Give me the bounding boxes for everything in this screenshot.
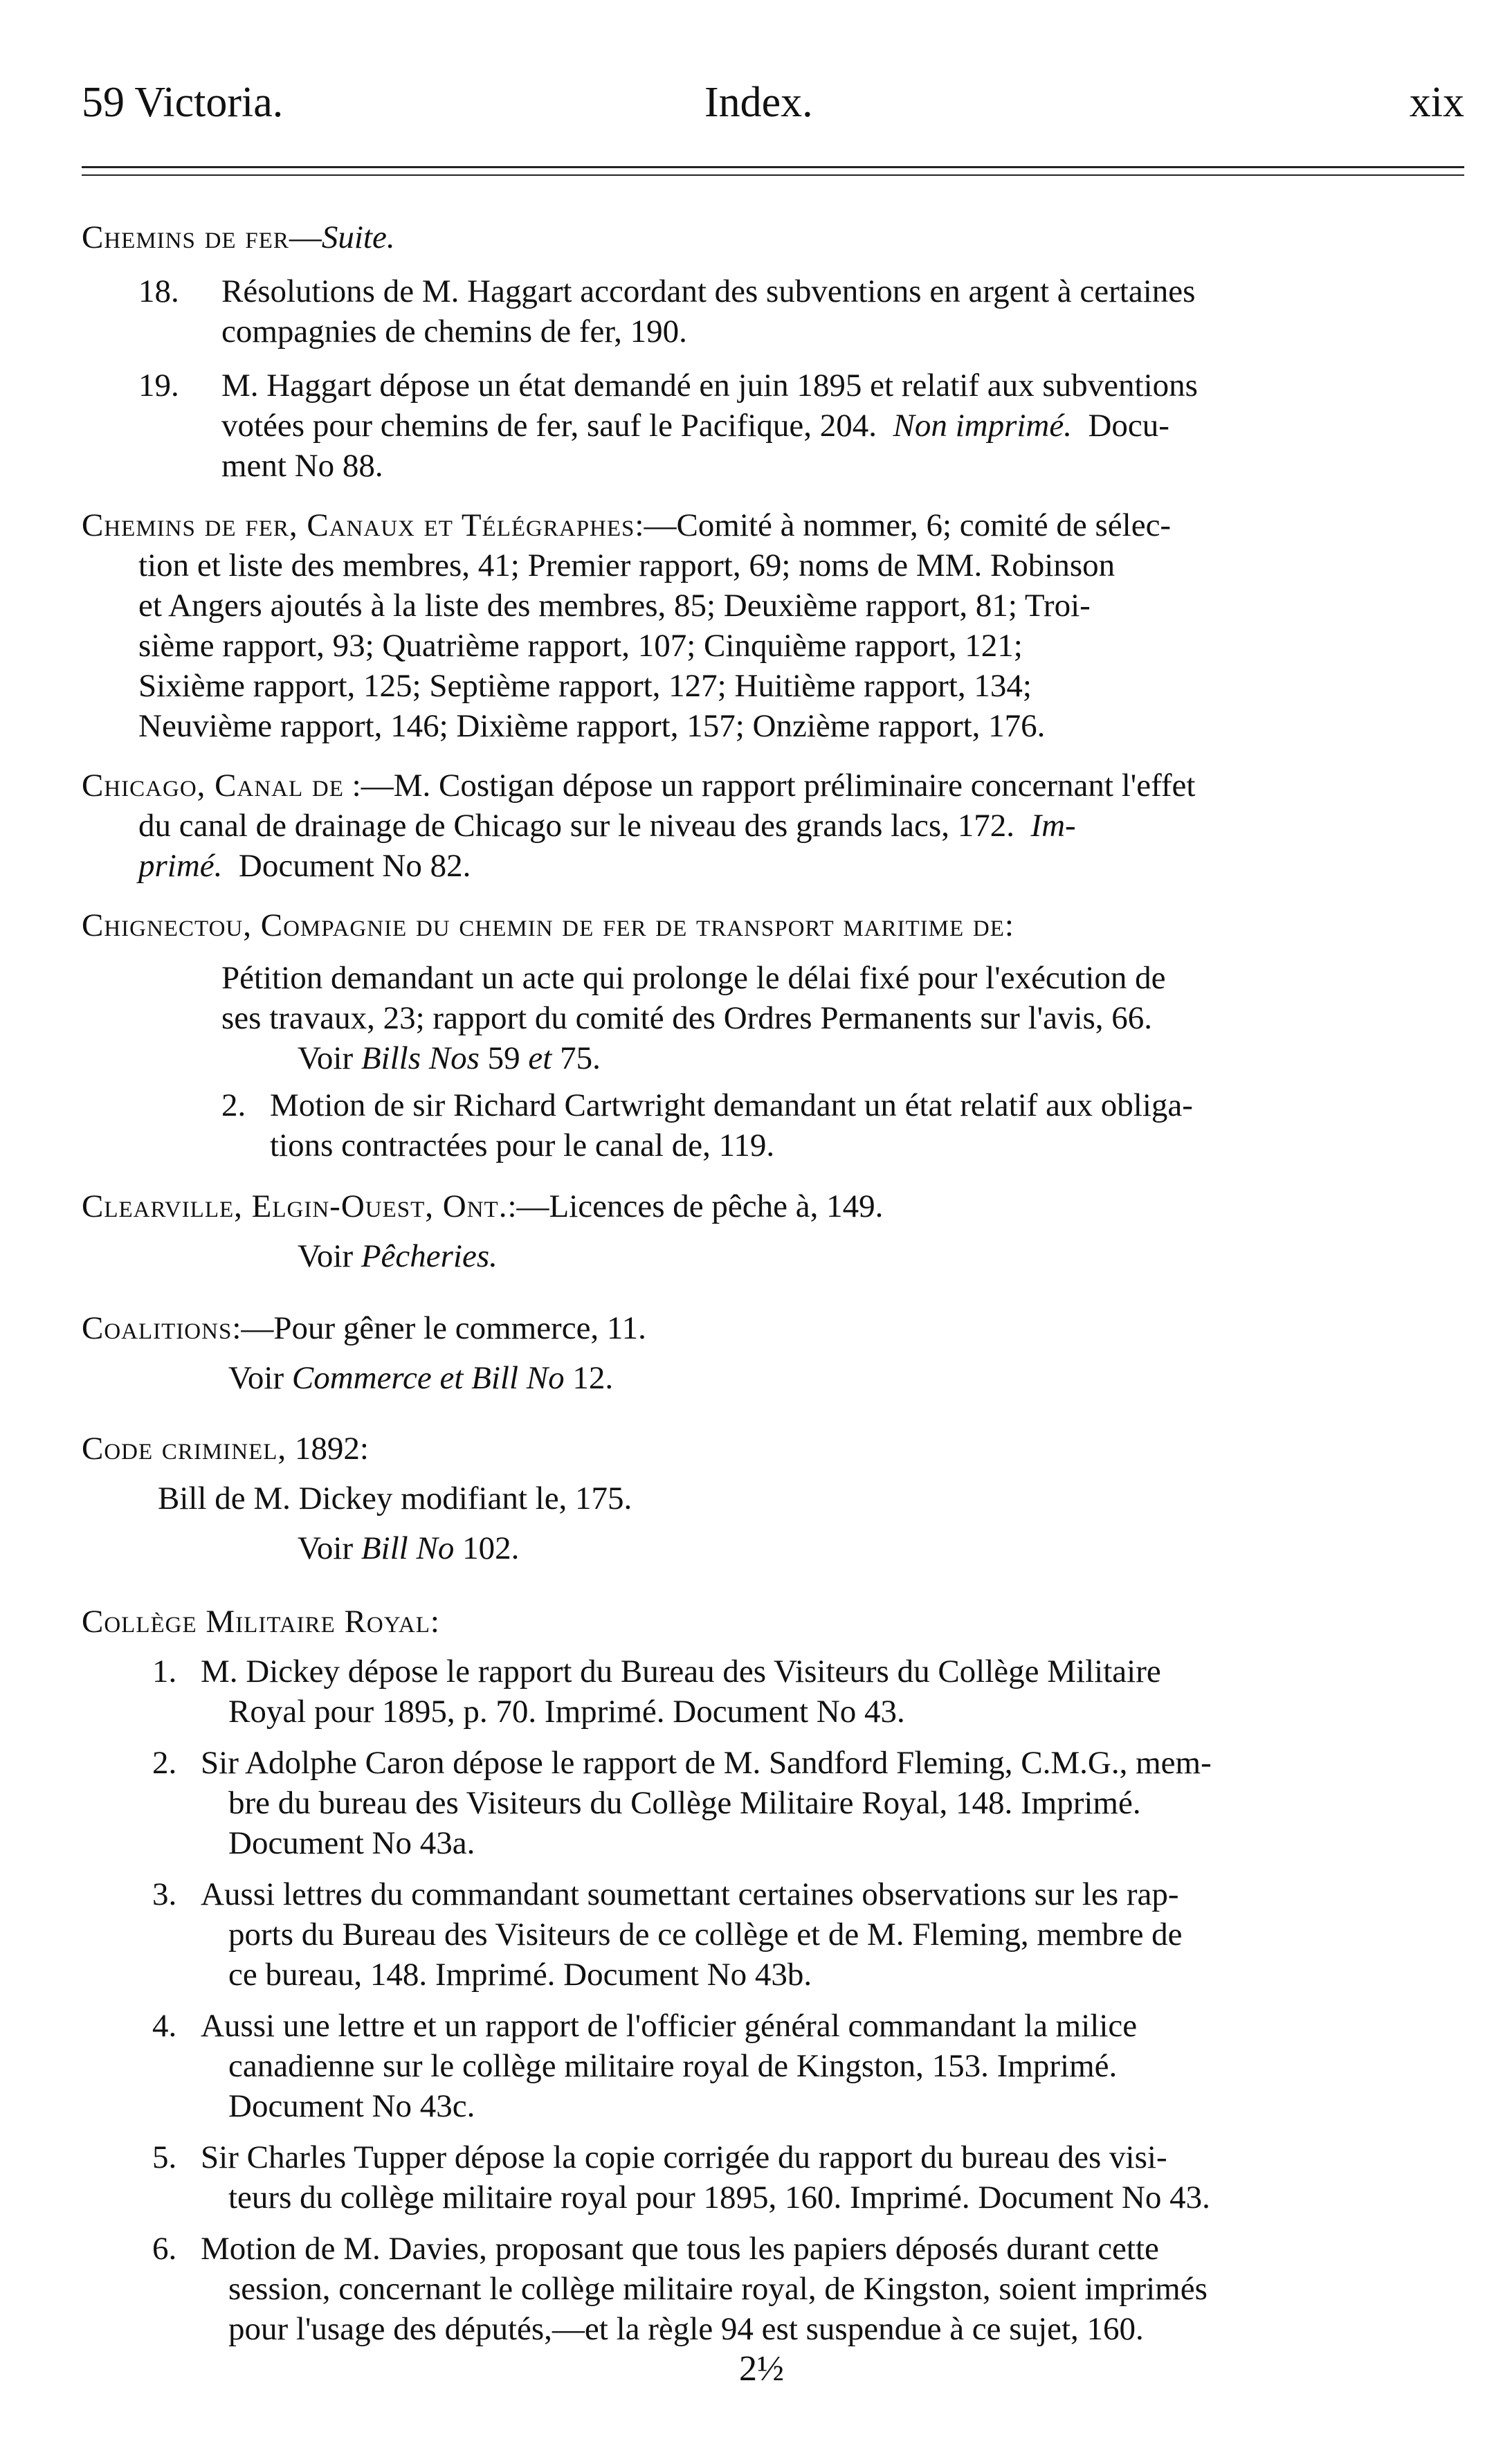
header-rule-bottom xyxy=(82,174,1464,176)
section-heading-chignectou: Chignectou, Compagnie du chemin de fer de transport maritime de: xyxy=(82,907,1014,943)
item-18-line-2: compagnies de chemins de fer, 190. xyxy=(221,314,687,350)
chemins-canaux-line-2: tion et liste des membres, 41; Premier rapport, 69; noms de MM. Robinson xyxy=(138,547,1115,583)
college-item-4-line-2: canadienne sur le collège militaire royal de Kingston, 153. Imprimé. xyxy=(228,2048,1118,2084)
signature-mark: 2½ xyxy=(739,2349,784,2389)
chemins-canaux-line-6: Neuvième rapport, 146; Dixième rapport, 157; Onzième rapport, 176. xyxy=(138,708,1046,744)
college-item-number: 1. xyxy=(152,1654,177,1689)
college-item-2-line-1: Sir Adolphe Caron dépose le rapport de M. Sandford Fleming, C.M.G., mem- xyxy=(201,1745,1212,1781)
header-rule-top xyxy=(82,166,1464,168)
code-line-1: Bill de M. Dickey modifiant le, 175. xyxy=(158,1480,632,1516)
college-item-6-line-1: Motion de M. Davies, proposant que tous les papiers déposés durant cette xyxy=(201,2231,1159,2267)
college-item-number: 6. xyxy=(152,2231,177,2267)
section-heading-chemins-suite: Chemins de fer—Suite. xyxy=(82,219,395,255)
college-item-number: 4. xyxy=(152,2008,177,2044)
header-page-number: xix xyxy=(1409,79,1464,126)
college-item-2-line-2: bre du bureau des Visiteurs du Collège Militaire Royal, 148. Imprimé. xyxy=(228,1785,1141,1821)
college-item-6-line-3: pour l'usage des députés,—et la règle 94 est suspendue à ce sujet, 160. xyxy=(228,2311,1144,2347)
college-item-3-line-1: Aussi lettres du commandant soumettant certaines observations sur les rap- xyxy=(201,1876,1179,1912)
college-item-4-line-3: Document No 43c. xyxy=(228,2088,475,2124)
code-voir: Voir Bill No 102. xyxy=(298,1530,520,1566)
college-item-3-line-2: ports du Bureau des Visiteurs de ce collège et de M. Fleming, membre de xyxy=(228,1917,1183,1953)
running-header xyxy=(82,75,1464,130)
chignectou-p2-line-2: tions contractées pour le canal de, 119. xyxy=(270,1127,775,1163)
college-item-5-line-2: teurs du collège militaire royal pour 1895, 160. Imprimé. Document No 43. xyxy=(228,2180,1210,2216)
item-19-number: 19. xyxy=(138,368,179,404)
header-volume: 59 Victoria. xyxy=(82,79,284,126)
chemins-canaux-line-3: et Angers ajoutés à la liste des membres, 85; Deuxième rapport, 81; Troi- xyxy=(138,588,1091,624)
section-heading-clearville: Clearville, Elgin-Ouest, Ont.:—Licences de pêche à, 149. xyxy=(82,1188,884,1224)
item-18-number: 18. xyxy=(138,273,179,309)
item-18-line-1: Résolutions de M. Haggart accordant des subventions en argent à certaines xyxy=(221,273,1196,309)
college-item-5-line-1: Sir Charles Tupper dépose la copie corrigée du rapport du bureau des visi- xyxy=(201,2139,1167,2175)
chicago-line-2: du canal de drainage de Chicago sur le niveau des grands lacs, 172. Im- xyxy=(138,808,1076,844)
clearville-voir: Voir Pêcheries. xyxy=(298,1238,498,1274)
college-item-3-line-3: ce bureau, 148. Imprimé. Document No 43b. xyxy=(228,1957,812,1993)
coalitions-voir: Voir Commerce et Bill No 12. xyxy=(228,1360,614,1396)
college-item-number: 5. xyxy=(152,2139,177,2175)
college-item-1-line-2: Royal pour 1895, p. 70. Imprimé. Document No 43. xyxy=(228,1694,905,1730)
item-19-line-2: votées pour chemins de fer, sauf le Pacifique, 204. Non imprimé. Docu- xyxy=(221,408,1169,444)
college-item-number: 2. xyxy=(152,1745,177,1781)
chignectou-p1-line-2: ses travaux, 23; rapport du comité des Ordres Permanents sur l'avis, 66. xyxy=(221,1000,1153,1036)
section-heading-college-militaire: Collège Militaire Royal: xyxy=(82,1604,440,1640)
chignectou-p2-number: 2. xyxy=(221,1087,246,1123)
section-heading-code-criminel: Code criminel, 1892: xyxy=(82,1431,369,1467)
chignectou-p1-line-1: Pétition demandant un acte qui prolonge le délai fixé pour l'exécution de xyxy=(221,960,1166,996)
college-item-6-line-2: session, concernant le collège militaire royal, de Kingston, soient imprimés xyxy=(228,2271,1208,2307)
chemins-canaux-line-5: Sixième rapport, 125; Septième rapport, 127; Huitième rapport, 134; xyxy=(138,668,1032,704)
college-item-2-line-3: Document No 43a. xyxy=(228,1825,475,1861)
college-item-number: 3. xyxy=(152,1876,177,1912)
section-heading-chicago: Chicago, Canal de :—M. Costigan dépose un rapport préliminaire concernant l'effet xyxy=(82,768,1196,804)
item-19-line-1: M. Haggart dépose un état demandé en juin 1895 et relatif aux subventions xyxy=(221,368,1198,404)
chignectou-voir: Voir Bills Nos 59 et 75. xyxy=(298,1040,601,1076)
chicago-line-3: primé. Document No 82. xyxy=(138,848,471,884)
header-title: Index. xyxy=(704,79,813,126)
college-item-4-line-1: Aussi une lettre et un rapport de l'officier général commandant la milice xyxy=(201,2008,1138,2044)
college-item-1-line-1: M. Dickey dépose le rapport du Bureau des Visiteurs du Collège Militaire xyxy=(201,1654,1161,1689)
chemins-canaux-line-4: sième rapport, 93; Quatrième rapport, 107; Cinquième rapport, 121; xyxy=(138,628,1023,664)
section-heading-coalitions: Coalitions:—Pour gêner le commerce, 11. xyxy=(82,1310,646,1346)
chignectou-p2-line-1: Motion de sir Richard Cartwright demandant un état relatif aux obliga- xyxy=(270,1087,1193,1123)
item-19-line-3: ment No 88. xyxy=(221,448,383,484)
section-heading-chemins-canaux: Chemins de fer, Canaux et Télégraphes:—Comité à nommer, 6; comité de sélec- xyxy=(82,507,1172,543)
